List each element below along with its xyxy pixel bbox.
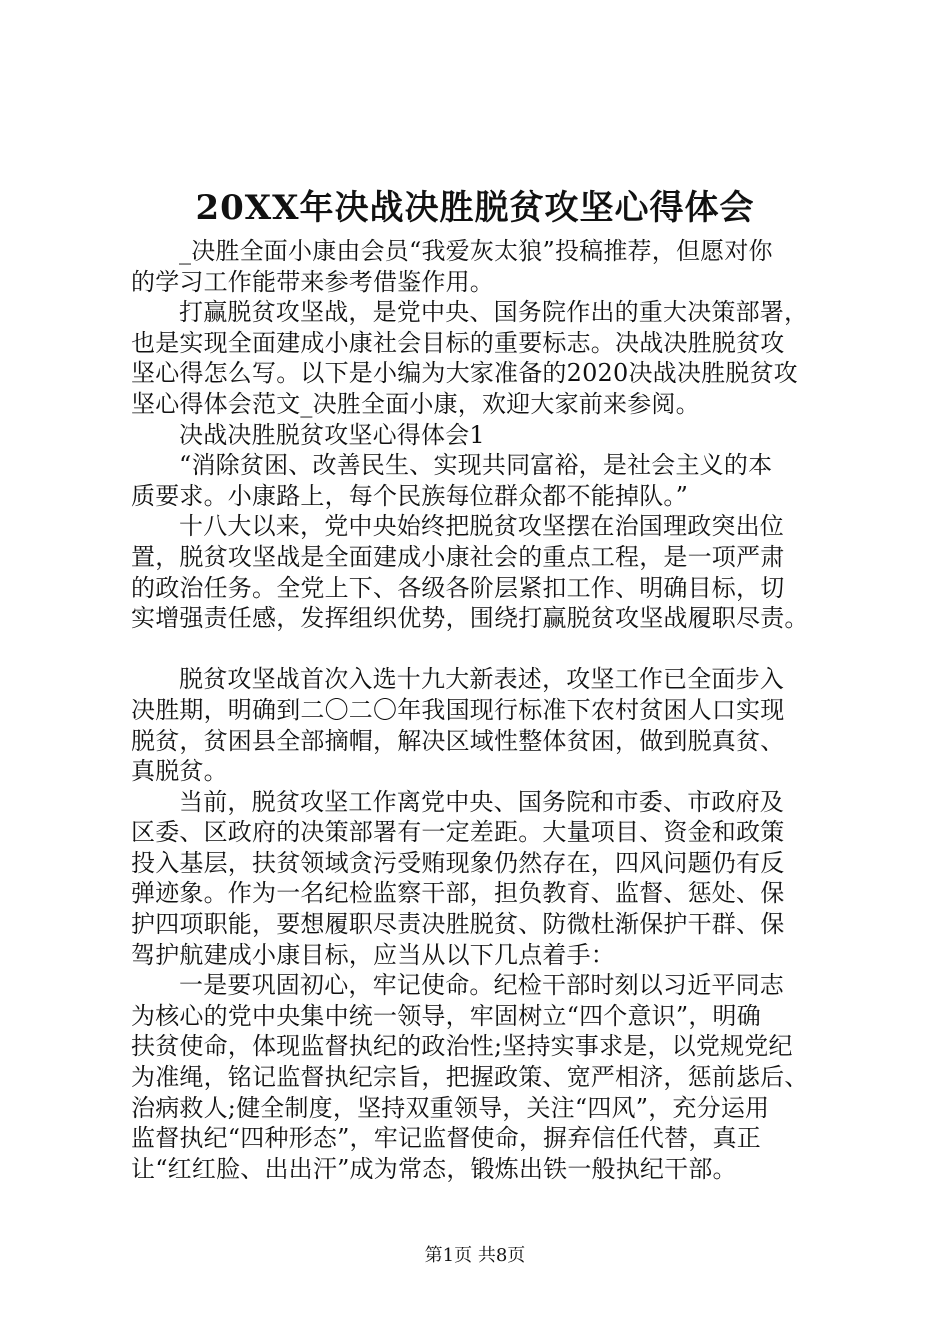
text-line: 实增强责任感，发挥组织优势，围绕打赢脱贫攻坚战履职尽责。: [131, 604, 809, 633]
text-line: 弹迹象。作为一名纪检监察干部，担负教育、监督、惩处、保: [131, 879, 785, 908]
blank-line: [131, 634, 851, 665]
text-line: 让“红红脸、出出汗”成为常态，锻炼出铁一般执纪干部。: [131, 1154, 737, 1183]
text-line: 坚心得怎么写。以下是小编为大家准备的2020决战决胜脱贫攻: [131, 359, 798, 388]
text-line: 坚心得体会范文_决胜全面小康，欢迎大家前来参阅。: [131, 389, 700, 418]
text-line: 当前，脱贫攻坚工作离党中央、国务院和市委、市政府及: [179, 787, 784, 816]
text-line: 的政治任务。全党上下、各级各阶层紧扣工作、明确目标，切: [131, 573, 785, 602]
text-line: 驾护航建成小康目标，应当从以下几点着手：: [131, 940, 615, 969]
text-line: 打赢脱贫攻坚战，是党中央、国务院作出的重大决策部署，: [179, 298, 809, 327]
text-line: 真脱贫。: [131, 757, 228, 786]
text-line: 十八大以来，党中央始终把脱贫攻坚摆在治国理政突出位: [179, 512, 784, 541]
text-line: 也是实现全面建成小康社会目标的重要标志。决战决胜脱贫攻: [131, 328, 785, 357]
text-line: 的学习工作能带来参考借鉴作用。: [131, 267, 494, 296]
text-line: 护四项职能，要想履职尽责决胜脱贫、防微杜渐保护干群、保: [131, 910, 785, 939]
text-line: 为准绳，铭记监督执纪宗旨，把握政策、宽严相济，惩前毖后、: [131, 1063, 809, 1092]
text-line: 决胜期，明确到二〇二〇年我国现行标准下农村贫困人口实现: [131, 695, 785, 724]
text-line: 决战决胜脱贫攻坚心得体会1: [179, 420, 485, 449]
text-line: 治病救人;健全制度，坚持双重领导，关注“四风”，充分运用: [131, 1093, 770, 1122]
text-line: 脱贫，贫困县全部摘帽，解决区域性整体贫困，做到脱真贫、: [131, 726, 785, 755]
text-line: “消除贫困、改善民生、实现共同富裕，是社会主义的本: [179, 451, 773, 480]
text-line: 监督执纪“四种形态”，牢记监督使命，摒弃信任代替，真正: [131, 1124, 761, 1153]
text-line: 扶贫使命，体现监督执纪的政治性;坚持实事求是，以党规党纪: [131, 1032, 793, 1061]
text-line: 一是要巩固初心，牢记使命。纪检干部时刻以习近平同志: [179, 971, 784, 1000]
text-line: 区委、区政府的决策部署有一定差距。大量项目、资金和政策: [131, 818, 785, 847]
text-line: 为核心的党中央集中统一领导，牢固树立“四个意识”，明确: [131, 1001, 761, 1030]
text-line: 置，脱贫攻坚战是全面建成小康社会的重点工程，是一项严肃: [131, 542, 785, 571]
document-title: 20XX年决战决胜脱贫攻坚心得体会: [195, 188, 755, 228]
text-line: 脱贫攻坚战首次入选十九大新表述，攻坚工作已全面步入: [179, 665, 784, 694]
page-footer: 第1页 共8页: [424, 1245, 526, 1266]
text-line: 投入基层，扶贫领域贪污受贿现象仍然存在，四风问题仍有反: [131, 848, 785, 877]
document-body: [131, 236, 851, 1184]
text-line: _决胜全面小康由会员“我爱灰太狼”投稿推荐，但愿对你: [179, 237, 773, 265]
text-line: 质要求。小康路上，每个民族每位群众都不能掉队。”: [131, 481, 689, 510]
